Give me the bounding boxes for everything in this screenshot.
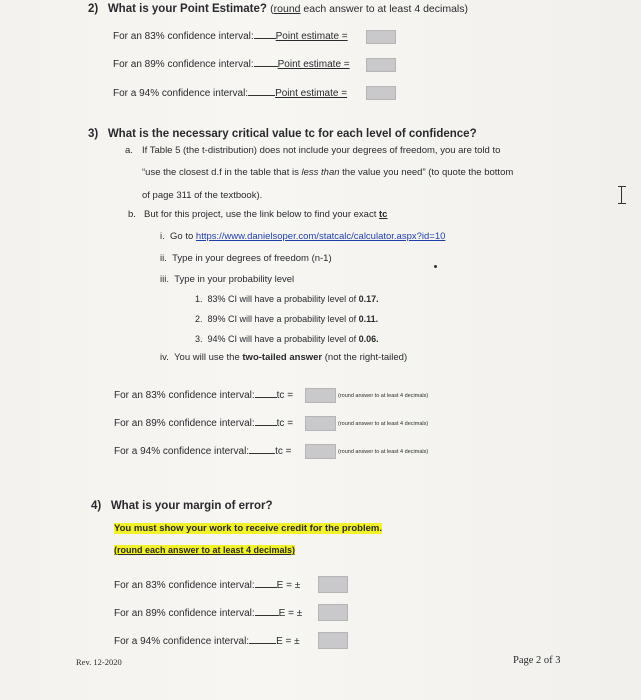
q3-a-line2: “use the closest d.f in the table that is less than the value you need” (to quote the bottom xyxy=(142,167,514,178)
q3-row-94: For a 94% confidence interval: tc = xyxy=(114,446,292,457)
q4-title: What is your margin of error? xyxy=(110,500,273,512)
q3-a-marker: a. xyxy=(125,145,133,156)
q3-answer-box-94[interactable] xyxy=(305,444,336,459)
q3-sub-iii: iii. Type in your probability level xyxy=(160,274,295,285)
q2-row-94: For a 94% confidence interval: Point estimate = xyxy=(113,88,348,99)
q4-answer-box-89[interactable] xyxy=(318,604,348,621)
q2-row-83: For an 83% confidence interval: Point estimate = xyxy=(113,31,348,42)
q3-sub-iv: iv. You will use the two-tailed answer (not the right-tailed) xyxy=(160,352,408,363)
q2-heading xyxy=(88,3,468,15)
q3-answer-box-89[interactable] xyxy=(305,416,336,431)
q3-heading xyxy=(88,128,477,140)
q2-row-89: For an 89% confidence interval: Point estimate = xyxy=(113,59,350,70)
q4-round-note: (round each answer to at least 4 decimals) xyxy=(114,545,296,555)
q3-note-94: (round answer to at least 4 decimals) xyxy=(338,449,429,455)
q4-answer-box-83[interactable] xyxy=(318,576,348,593)
q3-b-marker: b. xyxy=(128,209,136,220)
q4-row-83: For an 83% confidence interval: E = ± xyxy=(114,580,301,591)
q3-number: 3) xyxy=(88,128,99,140)
q3-level-83: 1. 83% CI will have a probability level of 0.17. xyxy=(195,294,379,304)
q2-answer-box-94[interactable] xyxy=(366,86,396,100)
q3-note-89: (round answer to at least 4 decimals) xyxy=(338,421,429,427)
page-edge-bracket xyxy=(618,186,626,204)
q4-number: 4) xyxy=(91,500,102,512)
q3-answer-box-83[interactable] xyxy=(305,388,336,403)
q3-sub-ii: ii. Type in your degrees of freedom (n-1) xyxy=(160,253,332,264)
q2-answer-box-89[interactable] xyxy=(366,58,396,72)
q3-a-line3: of page 311 of the textbook). xyxy=(142,190,263,201)
q3-sub-i: i. Go to https://www.danielsoper.com/statcalc/calculator.aspx?id=10 xyxy=(160,231,446,242)
q2-title: What is your Point Estimate? xyxy=(107,3,267,15)
danielsoper-link[interactable]: https://www.danielsoper.com/statcalc/calculator.aspx?id=10 xyxy=(195,231,446,242)
q3-level-94: 3. 94% CI will have a probability level of 0.06. xyxy=(195,334,379,344)
q4-highlight-note: You must show your work to receive credit for the problem. xyxy=(114,523,382,534)
q3-row-83: For an 83% confidence interval: tc = xyxy=(114,390,294,401)
q4-heading xyxy=(91,500,273,512)
stray-dot xyxy=(434,265,437,268)
q3-title: What is the necessary critical value tc for each level of confidence? xyxy=(107,128,477,140)
q3-row-89: For an 89% confidence interval: tc = xyxy=(114,418,294,429)
q4-row-89: For an 89% confidence interval: E = ± xyxy=(114,608,303,619)
q3-note-83: (round answer to at least 4 decimals) xyxy=(338,393,429,399)
q3-level-89: 2. 89% CI will have a probability level of 0.11. xyxy=(195,314,379,324)
q2-instruction: (round each answer to at least 4 decimals) xyxy=(270,3,468,15)
q3-a-line1: If Table 5 (the t-distribution) does not include your degrees of freedom, you are told to xyxy=(142,145,501,156)
q4-row-94: For a 94% confidence interval: E = ± xyxy=(114,636,300,647)
q4-answer-box-94[interactable] xyxy=(318,632,348,649)
q2-number: 2) xyxy=(88,3,99,15)
revision-label: Rev. 12-2020 xyxy=(76,657,122,667)
q3-b-text: But for this project, use the link below to find your exact tc xyxy=(144,209,388,220)
q2-answer-box-83[interactable] xyxy=(366,30,396,44)
page-number: Page 2 of 3 xyxy=(513,655,561,666)
